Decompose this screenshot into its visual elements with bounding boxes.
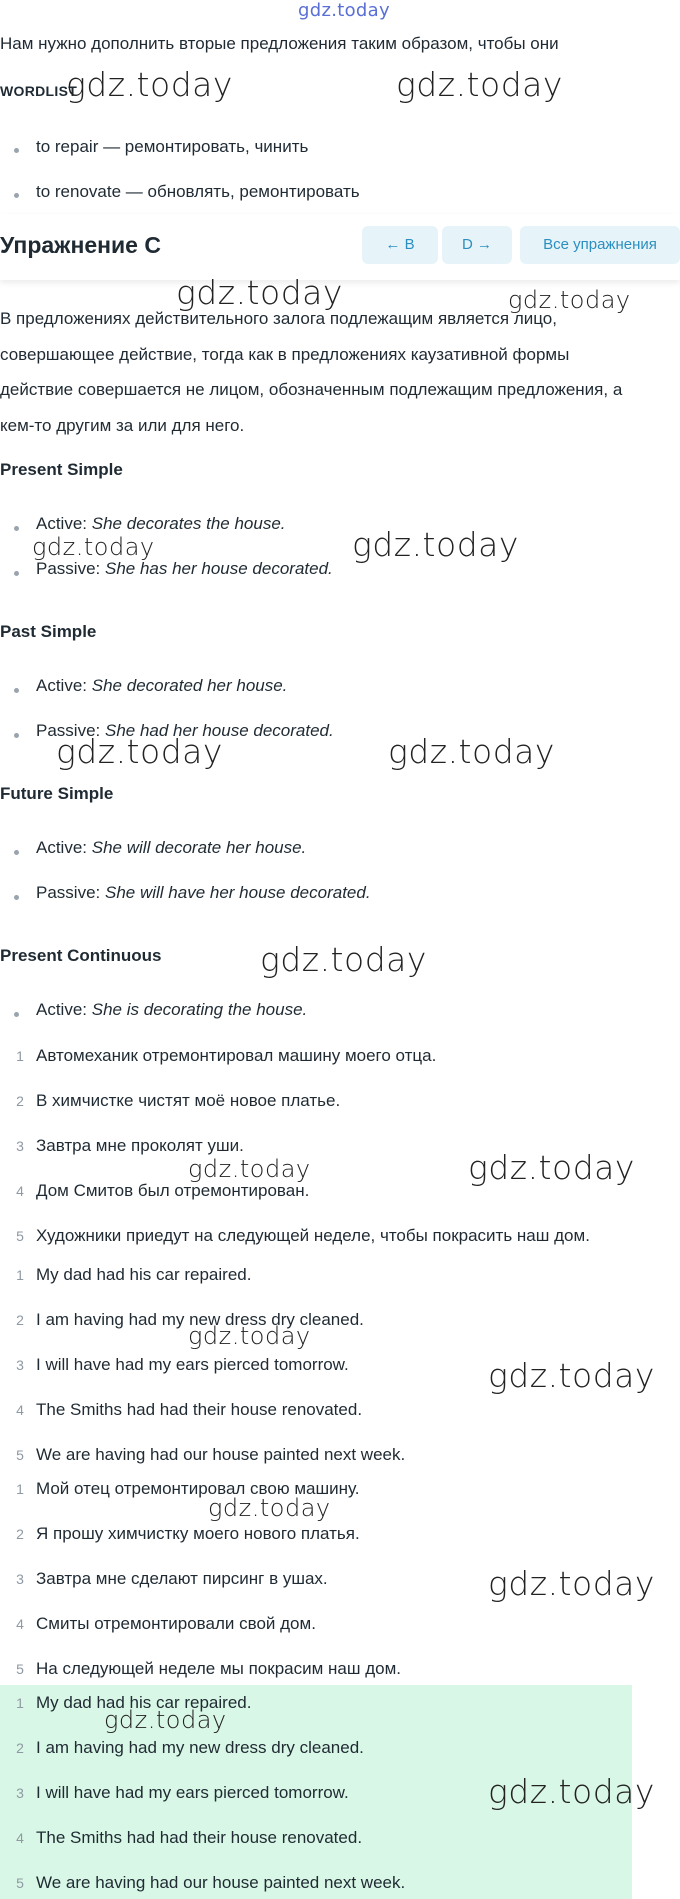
watermark: gdz.today	[176, 273, 343, 312]
tense-heading: Past Simple	[0, 622, 97, 641]
list-item: We are having had our house painted next week.	[36, 1445, 406, 1464]
list-item: I am having had my new dress dry cleaned.	[36, 1310, 364, 1329]
list-item: I will have had my ears pierced tomorrow.	[36, 1783, 349, 1802]
watermark: gdz.today	[32, 533, 155, 561]
tense-example: Active: She decorated her house.	[36, 676, 288, 695]
list-number: 5	[16, 1228, 24, 1244]
tense-example: Active: She is decorating the house.	[36, 1000, 308, 1019]
list-item: Завтра мне проколят уши.	[36, 1136, 244, 1155]
list-item: Завтра мне сделают пирсинг в ушах.	[36, 1569, 328, 1588]
bullet-icon	[14, 526, 19, 531]
explanation-line: кем-то другим за или для него.	[0, 416, 245, 435]
list-item: The Smiths had had their house renovated.	[36, 1400, 363, 1419]
bullet-icon	[14, 148, 19, 153]
list-number: 3	[16, 1138, 24, 1154]
watermark: gdz.today	[188, 1322, 311, 1350]
bullet-icon	[14, 688, 19, 693]
list-number: 1	[16, 1267, 24, 1283]
header-watermark: gdz.today	[298, 0, 390, 21]
exercise-title: Упражнение C	[0, 232, 161, 258]
watermark: gdz.today	[104, 1706, 227, 1734]
intro-text: Нам нужно дополнить вторые предложения таким образом, чтобы они	[0, 34, 559, 53]
list-number: 4	[16, 1402, 24, 1418]
tense-example: Passive: She had her house decorated.	[36, 721, 334, 740]
list-item: Дом Смитов был отремонтирован.	[36, 1181, 310, 1200]
watermark: gdz.today	[188, 1155, 311, 1183]
list-item: My dad had his car repaired.	[36, 1265, 252, 1284]
list-item: Автомеханик отремонтировал машину моего отца.	[36, 1046, 437, 1065]
list-number: 1	[16, 1481, 24, 1497]
list-item: We are having had our house painted next week.	[36, 1873, 406, 1892]
wordlist-item: to renovate — обновлять, ремонтировать	[36, 182, 360, 201]
tense-example: Passive: She will have her house decorated.	[36, 883, 371, 902]
list-item: На следующей неделе мы покрасим наш дом.	[36, 1659, 402, 1678]
explanation-line: совершающее действие, тогда как в предложениях каузативной формы	[0, 345, 570, 364]
watermark: gdz.today	[388, 732, 555, 771]
tense-example: Passive: She has her house decorated.	[36, 559, 333, 578]
watermark: gdz.today	[260, 940, 427, 979]
bullet-icon	[14, 895, 19, 900]
list-number: 3	[16, 1571, 24, 1587]
list-number: 5	[16, 1875, 24, 1891]
list-number: 2	[16, 1312, 24, 1328]
wordlist-label: WORDLIST	[0, 83, 78, 99]
watermark: gdz.today	[468, 1148, 635, 1187]
list-number: 1	[16, 1695, 24, 1711]
list-item: Смиты отремонтировали свой дом.	[36, 1614, 316, 1633]
bullet-icon	[14, 1012, 19, 1017]
watermark: gdz.today	[508, 286, 631, 314]
tense-example: Active: She decorates the house.	[36, 514, 286, 533]
list-item: Художники приедут на следующей неделе, чтобы покрасить наш дом.	[36, 1226, 590, 1245]
list-number: 2	[16, 1093, 24, 1109]
list-item: I will have had my ears pierced tomorrow.	[36, 1355, 349, 1374]
list-number: 4	[16, 1830, 24, 1846]
list-number: 3	[16, 1785, 24, 1801]
bullet-icon	[14, 733, 19, 738]
list-number: 3	[16, 1357, 24, 1373]
all-exercises-button[interactable]: Все упражнения	[520, 226, 680, 264]
list-item: В химчистке чистят моё новое платье.	[36, 1091, 341, 1110]
list-number: 5	[16, 1447, 24, 1463]
explanation-line: В предложениях действительного залога подлежащим является лицо,	[0, 309, 557, 328]
list-item: The Smiths had had their house renovated.	[36, 1828, 363, 1847]
tense-heading: Future Simple	[0, 784, 114, 803]
bullet-icon	[14, 571, 19, 576]
list-item: Я прошу химчистку моего нового платья.	[36, 1524, 360, 1543]
list-item: My dad had his car repaired.	[36, 1693, 252, 1712]
list-number: 4	[16, 1183, 24, 1199]
list-number: 2	[16, 1740, 24, 1756]
watermark: gdz.today	[488, 1564, 655, 1603]
list-number: 1	[16, 1048, 24, 1064]
prev-exercise-button[interactable]: ← B	[362, 226, 438, 264]
explanation-line: действие совершается не лицом, обозначенным подлежащим предложения, а	[0, 380, 623, 399]
next-exercise-button[interactable]: D →	[442, 226, 512, 264]
list-number: 5	[16, 1661, 24, 1677]
watermark: gdz.today	[66, 65, 233, 104]
bullet-icon	[14, 850, 19, 855]
watermark: gdz.today	[488, 1356, 655, 1395]
tense-example: Active: She will decorate her house.	[36, 838, 307, 857]
watermark: gdz.today	[488, 1772, 655, 1811]
wordlist-item: to repair — ремонтировать, чинить	[36, 137, 309, 156]
list-item: Мой отец отремонтировал свою машину.	[36, 1479, 360, 1498]
list-number: 4	[16, 1616, 24, 1632]
list-item: I am having had my new dress dry cleaned.	[36, 1738, 364, 1757]
bullet-icon	[14, 193, 19, 198]
list-number: 2	[16, 1526, 24, 1542]
tense-heading: Present Simple	[0, 460, 123, 479]
watermark: gdz.today	[208, 1494, 331, 1522]
tense-heading: Present Continuous	[0, 946, 162, 965]
watermark: gdz.today	[352, 525, 519, 564]
watermark: gdz.today	[56, 732, 223, 771]
watermark: gdz.today	[396, 65, 563, 104]
